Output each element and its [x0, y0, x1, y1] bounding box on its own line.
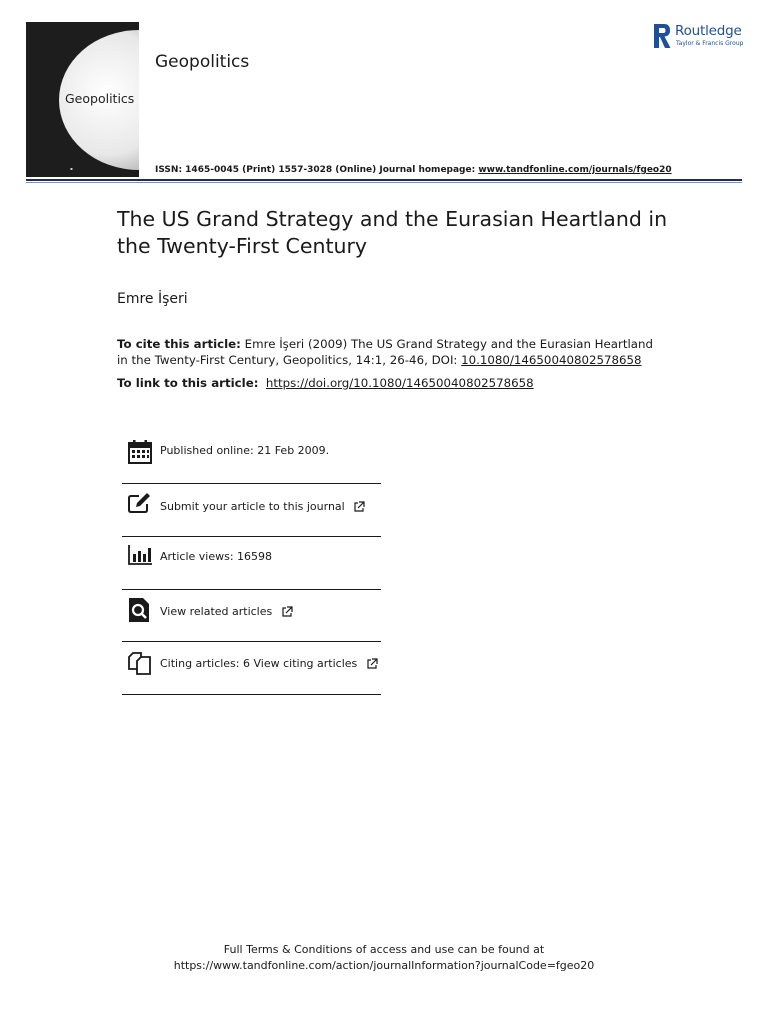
- external-link-icon: [366, 658, 378, 670]
- related-articles-text: View related articles: [160, 605, 273, 618]
- bar-chart-icon: [127, 543, 153, 569]
- submit-article-text: Submit your article to this journal: [160, 500, 345, 513]
- published-online-text: Published online: 21 Feb 2009.: [160, 444, 330, 457]
- cover-title: Geopolitics: [65, 91, 135, 106]
- publisher-tagline: Taylor & Francis Group: [676, 40, 744, 47]
- journal-name: Geopolitics: [155, 52, 250, 72]
- divider: [122, 694, 381, 695]
- publisher-name: Routledge: [675, 23, 742, 39]
- cite-label: To cite this article:: [117, 337, 241, 351]
- journal-homepage-link[interactable]: www.tandfonline.com/journals/fgeo20: [478, 165, 672, 175]
- issn-line: [155, 165, 672, 175]
- edit-icon: [127, 491, 153, 517]
- documents-icon: [127, 649, 153, 675]
- routledge-r-icon: [652, 22, 672, 50]
- header-rule-light: [26, 182, 742, 183]
- search-document-icon: [127, 597, 153, 623]
- article-title: The US Grand Strategy and the Eurasian Heartland in the Twenty-First Century: [117, 207, 668, 258]
- external-link-icon: [353, 501, 365, 513]
- issn-text: ISSN: 1465-0045 (Print) 1557-3028 (Online) Journal homepage:: [155, 165, 476, 175]
- calendar-icon: [127, 439, 153, 465]
- routledge-logo[interactable]: [652, 22, 752, 52]
- divider: [122, 536, 381, 537]
- journal-cover-image: [26, 22, 139, 177]
- article-author: Emre İşeri: [117, 291, 188, 307]
- submit-article-link[interactable]: [160, 500, 365, 513]
- citation-block: [117, 336, 662, 368]
- citing-articles-link[interactable]: [160, 657, 378, 670]
- terms-line: Full Terms & Conditions of access and use can be found at: [223, 943, 545, 956]
- related-articles-item[interactable]: [122, 597, 380, 637]
- header-rule: [26, 179, 742, 181]
- cover-publisher-mark: ▪: [70, 166, 73, 171]
- divider: [122, 589, 381, 590]
- published-online-item: [122, 439, 380, 479]
- article-url-link[interactable]: https://doi.org/10.1080/14650040802578658: [265, 376, 534, 390]
- divider: [122, 483, 381, 484]
- cite-text: Emre İşeri (2009) The US Grand Strategy and the Eurasian Heartland in the Twenty-First Century, Geopolitics, 14:1, 26-46, DOI:: [117, 337, 653, 367]
- citing-articles-item[interactable]: [122, 649, 380, 689]
- article-views-text: Article views: 16598: [160, 550, 273, 563]
- citing-articles-text: Citing articles: 6 View citing articles: [160, 657, 358, 670]
- divider: [122, 641, 381, 642]
- external-link-icon: [281, 606, 293, 618]
- link-label: To link to this article:: [117, 376, 259, 390]
- article-views-item: [122, 543, 380, 583]
- terms-url-link[interactable]: https://www.tandfonline.com/action/journalInformation?journalCode=fgeo20: [173, 959, 595, 972]
- doi-link[interactable]: 10.1080/14650040802578658: [461, 353, 642, 367]
- article-link-line: [117, 376, 534, 390]
- related-articles-link[interactable]: [160, 605, 293, 618]
- submit-article-item[interactable]: [122, 491, 380, 531]
- terms-footer: [0, 942, 768, 974]
